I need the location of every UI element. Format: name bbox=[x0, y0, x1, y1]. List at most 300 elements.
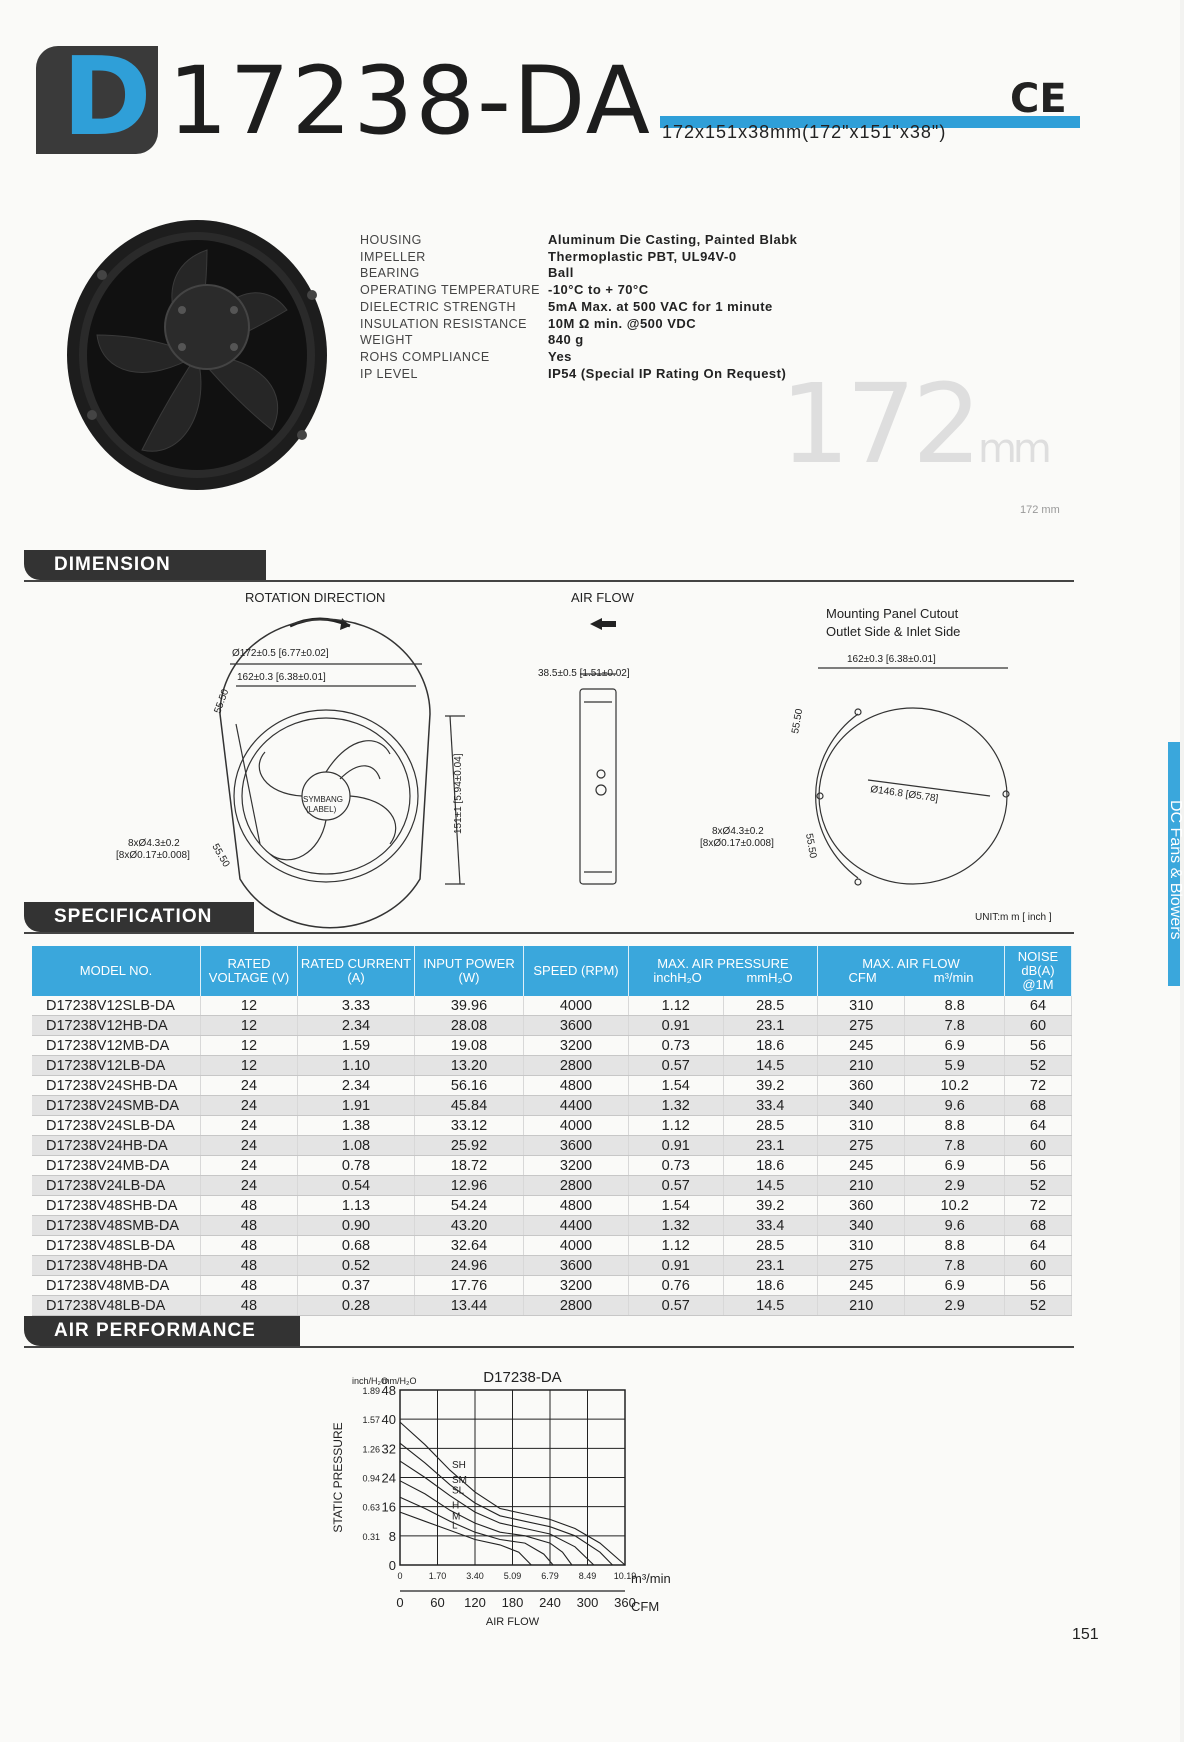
section-dimension-rule bbox=[24, 580, 1074, 582]
table-cell: 2800 bbox=[524, 1176, 629, 1196]
table-row bbox=[32, 1076, 1072, 1096]
table-cell: 1.08 bbox=[298, 1136, 415, 1156]
th-pressure-mm: mmH₂O bbox=[746, 970, 793, 985]
table-cell: D17238V12LB-DA bbox=[32, 1056, 201, 1076]
table-cell: 33.4 bbox=[723, 1096, 818, 1116]
table-cell: 245 bbox=[818, 1036, 905, 1056]
property-value: IP54 (Special IP Rating On Request) bbox=[548, 365, 787, 381]
series-label-sh: SH bbox=[452, 1460, 466, 1472]
table-cell: 28.5 bbox=[723, 1116, 818, 1136]
property-row bbox=[360, 349, 797, 366]
table-cell: 210 bbox=[818, 1176, 905, 1196]
table-cell: 0.91 bbox=[629, 1016, 724, 1036]
table-cell: 1.54 bbox=[629, 1076, 724, 1096]
th-voltage: RATED VOLTAGE (V) bbox=[201, 946, 298, 996]
series-label-h: H bbox=[452, 1500, 460, 1512]
dimension-drawing bbox=[60, 584, 1100, 914]
series-line-sl bbox=[400, 1461, 594, 1565]
table-cell: D17238V24SMB-DA bbox=[32, 1096, 201, 1116]
property-label: IP LEVEL bbox=[360, 366, 418, 381]
table-cell: 4000 bbox=[524, 996, 629, 1016]
table-cell: 18.6 bbox=[723, 1156, 818, 1176]
th-pressure-title: MAX. AIR PRESSURE bbox=[657, 956, 789, 971]
table-cell: 60 bbox=[1005, 1256, 1072, 1276]
property-value: Aluminum Die Casting, Painted Blabk bbox=[548, 232, 798, 247]
x-tick-m3: 1.70 bbox=[428, 1571, 447, 1581]
y-tick-inch: 0.31 bbox=[362, 1531, 380, 1542]
table-cell: 275 bbox=[818, 1256, 905, 1276]
table-cell: 24 bbox=[201, 1156, 298, 1176]
table-cell: 39.2 bbox=[723, 1196, 818, 1216]
property-label: HOUSING bbox=[360, 233, 422, 247]
table-cell: D17238V24SLB-DA bbox=[32, 1116, 201, 1136]
table-cell: 12 bbox=[201, 1016, 298, 1036]
table-cell: 10.2 bbox=[905, 1196, 1005, 1216]
table-cell: 13.44 bbox=[415, 1296, 524, 1316]
property-label: OPERATING TEMPERATURE bbox=[360, 283, 540, 298]
x-tick-cfm: 0 bbox=[396, 1595, 404, 1610]
table-cell: 56 bbox=[1005, 1036, 1072, 1056]
table-cell: 0.73 bbox=[629, 1036, 724, 1056]
table-row bbox=[32, 1036, 1072, 1056]
table-cell: 2.9 bbox=[905, 1296, 1005, 1316]
table-cell: 14.5 bbox=[723, 1296, 818, 1316]
property-label: WEIGHT bbox=[360, 333, 413, 348]
series-label-sm: SM bbox=[452, 1474, 467, 1486]
y-unit-right: mm/H₂O bbox=[382, 1376, 417, 1386]
angle-dim-1: 55.50 bbox=[212, 687, 232, 716]
table-cell: 64 bbox=[1005, 1236, 1072, 1256]
table-cell: 48 bbox=[201, 1236, 298, 1256]
table-cell: 310 bbox=[818, 1236, 905, 1256]
property-value: Yes bbox=[548, 348, 572, 364]
page-number: 151 bbox=[1072, 1626, 1099, 1643]
table-cell: 43.20 bbox=[415, 1216, 524, 1236]
table-cell: 0.91 bbox=[629, 1256, 724, 1276]
table-cell: 18.72 bbox=[415, 1156, 524, 1176]
table-cell: 245 bbox=[818, 1156, 905, 1176]
table-cell: 52 bbox=[1005, 1176, 1072, 1196]
table-cell: 0.57 bbox=[629, 1296, 724, 1316]
table-row bbox=[32, 1096, 1072, 1116]
holes-dim-1: 8xØ4.3±0.2 bbox=[128, 838, 180, 849]
series-line-m bbox=[400, 1497, 553, 1565]
table-cell: 2.9 bbox=[905, 1176, 1005, 1196]
table-cell: 1.54 bbox=[629, 1196, 724, 1216]
x-tick-cfm: 300 bbox=[576, 1595, 599, 1610]
table-cell: 0.52 bbox=[298, 1256, 415, 1276]
th-pressure bbox=[629, 946, 818, 996]
table-cell: 3600 bbox=[524, 1256, 629, 1276]
x-tick-cfm: 240 bbox=[539, 1595, 561, 1610]
table-cell: 4400 bbox=[524, 1216, 629, 1236]
size-small-label: 172 mm bbox=[1020, 504, 1060, 516]
y-tick-mm: 40 bbox=[381, 1412, 396, 1428]
section-air-performance-rule bbox=[24, 1346, 1074, 1348]
section-specification: SPECIFICATION bbox=[24, 902, 254, 932]
table-row bbox=[32, 1236, 1072, 1256]
table-cell: 68 bbox=[1005, 1216, 1072, 1236]
table-cell: 6.9 bbox=[905, 1276, 1005, 1296]
property-value: -10°C to + 70°C bbox=[548, 282, 649, 298]
x-unit-top: m³/min bbox=[631, 1571, 671, 1586]
table-cell: 28.08 bbox=[415, 1016, 524, 1036]
table-cell: 52 bbox=[1005, 1296, 1072, 1316]
series-label-sl: SL bbox=[452, 1485, 465, 1497]
table-cell: 1.38 bbox=[298, 1116, 415, 1136]
table-cell: 54.24 bbox=[415, 1196, 524, 1216]
table-cell: D17238V24SHB-DA bbox=[32, 1076, 201, 1096]
table-cell: 45.84 bbox=[415, 1096, 524, 1116]
series-label-l: L bbox=[452, 1520, 458, 1532]
property-label: ROHS COMPLIANCE bbox=[360, 349, 490, 364]
spec-properties bbox=[360, 232, 797, 382]
table-cell: 8.8 bbox=[905, 1116, 1005, 1136]
table-cell: 56.16 bbox=[415, 1076, 524, 1096]
table-cell: 1.91 bbox=[298, 1096, 415, 1116]
table-cell: 310 bbox=[818, 996, 905, 1016]
chart-title: D17238-DA bbox=[483, 1369, 562, 1386]
table-cell: 64 bbox=[1005, 996, 1072, 1016]
th-speed: SPEED (RPM) bbox=[524, 946, 629, 996]
table-cell: 28.5 bbox=[723, 996, 818, 1016]
y-tick-mm: 32 bbox=[381, 1441, 396, 1457]
table-row bbox=[32, 1016, 1072, 1036]
x-unit-bottom: CFM bbox=[631, 1599, 660, 1614]
property-row bbox=[360, 232, 797, 249]
x-tick-cfm: 60 bbox=[430, 1595, 445, 1610]
fan-label-2: (LABEL) bbox=[306, 805, 337, 814]
front-view bbox=[220, 619, 465, 927]
table-cell: 0.54 bbox=[298, 1176, 415, 1196]
cutout-diameter-dim: Ø146.8 [Ø5.78] bbox=[869, 784, 939, 805]
table-cell: 23.1 bbox=[723, 1256, 818, 1276]
table-cell: D17238V48HB-DA bbox=[32, 1256, 201, 1276]
table-cell: 56 bbox=[1005, 1156, 1072, 1176]
table-cell: D17238V12MB-DA bbox=[32, 1036, 201, 1056]
table-cell: 1.32 bbox=[629, 1216, 724, 1236]
table-cell: 1.12 bbox=[629, 1236, 724, 1256]
table-cell: 12 bbox=[201, 1056, 298, 1076]
holes-dim-2: [8xØ0.17±0.008] bbox=[116, 850, 190, 861]
table-cell: 2800 bbox=[524, 1056, 629, 1076]
table-cell: 0.78 bbox=[298, 1156, 415, 1176]
outer-diameter-dim: Ø172±0.5 [6.77±0.02] bbox=[232, 648, 329, 659]
spec-table-body bbox=[32, 996, 1072, 1316]
table-cell: D17238V48SLB-DA bbox=[32, 1236, 201, 1256]
table-cell: 25.92 bbox=[415, 1136, 524, 1156]
airflow-arrow-icon bbox=[590, 618, 602, 630]
table-cell: 6.9 bbox=[905, 1156, 1005, 1176]
table-row bbox=[32, 1276, 1072, 1296]
property-row bbox=[360, 265, 797, 282]
table-row bbox=[32, 1296, 1072, 1316]
series-line-h bbox=[400, 1481, 572, 1565]
table-cell: D17238V24HB-DA bbox=[32, 1136, 201, 1156]
table-cell: 13.20 bbox=[415, 1056, 524, 1076]
table-cell: 4800 bbox=[524, 1076, 629, 1096]
table-cell: 14.5 bbox=[723, 1056, 818, 1076]
section-dimension: DIMENSION bbox=[24, 550, 266, 580]
series-label-m: M bbox=[452, 1511, 461, 1523]
table-cell: 360 bbox=[818, 1076, 905, 1096]
th-model: MODEL NO. bbox=[32, 946, 201, 996]
table-cell: 1.10 bbox=[298, 1056, 415, 1076]
table-cell: 24 bbox=[201, 1076, 298, 1096]
table-cell: 1.13 bbox=[298, 1196, 415, 1216]
property-label: INSULATION RESISTANCE bbox=[360, 316, 528, 331]
table-cell: 19.08 bbox=[415, 1036, 524, 1056]
table-cell: 0.73 bbox=[629, 1156, 724, 1176]
table-cell: 4000 bbox=[524, 1116, 629, 1136]
table-cell: 10.2 bbox=[905, 1076, 1005, 1096]
table-cell: 340 bbox=[818, 1096, 905, 1116]
table-cell: D17238V24MB-DA bbox=[32, 1156, 201, 1176]
property-label: DIELECTRIC STRENGTH bbox=[360, 299, 517, 314]
fan-label-1: SYMBANG bbox=[303, 795, 344, 804]
table-cell: 0.68 bbox=[298, 1236, 415, 1256]
y-tick-mm: 24 bbox=[381, 1470, 396, 1486]
th-power: INPUT POWER (W) bbox=[415, 946, 524, 996]
table-row bbox=[32, 1196, 1072, 1216]
table-cell: 1.12 bbox=[629, 1116, 724, 1136]
property-label: IMPELLER bbox=[360, 249, 426, 264]
fan-photo bbox=[62, 215, 332, 495]
table-cell: 60 bbox=[1005, 1016, 1072, 1036]
table-cell: 3200 bbox=[524, 1276, 629, 1296]
side-tab-label: DC Fans & Blowers bbox=[1167, 800, 1184, 940]
table-cell: 0.28 bbox=[298, 1296, 415, 1316]
table-cell: 4400 bbox=[524, 1096, 629, 1116]
th-noise: NOISE dB(A) @1M bbox=[1005, 946, 1072, 996]
table-cell: 7.8 bbox=[905, 1136, 1005, 1156]
cutout-label-2: Outlet Side & Inlet Side bbox=[826, 624, 961, 639]
table-cell: D17238V24LB-DA bbox=[32, 1176, 201, 1196]
table-row bbox=[32, 1216, 1072, 1236]
table-cell: 48 bbox=[201, 1256, 298, 1276]
property-row bbox=[360, 316, 797, 333]
cutout-holes-dim-1: 8xØ4.3±0.2 bbox=[712, 826, 764, 837]
table-cell: 275 bbox=[818, 1016, 905, 1036]
table-cell: 2.34 bbox=[298, 1076, 415, 1096]
y-tick-inch: 0.94 bbox=[362, 1473, 380, 1484]
table-cell: 0.76 bbox=[629, 1276, 724, 1296]
section-air-performance: AIR PERFORMANCE bbox=[24, 1316, 300, 1346]
x-tick-m3: 6.79 bbox=[541, 1571, 559, 1581]
table-cell: 210 bbox=[818, 1056, 905, 1076]
table-cell: 2800 bbox=[524, 1296, 629, 1316]
angle-dim-2: 55.50 bbox=[209, 842, 232, 870]
table-cell: 9.6 bbox=[905, 1216, 1005, 1236]
airflow-arrow-shaft bbox=[602, 621, 616, 627]
table-cell: 3.33 bbox=[298, 996, 415, 1016]
y-tick-mm: 16 bbox=[381, 1499, 396, 1515]
table-cell: 12.96 bbox=[415, 1176, 524, 1196]
y-tick-inch: 0.63 bbox=[362, 1502, 380, 1513]
table-cell: 48 bbox=[201, 1296, 298, 1316]
property-value: 10M Ω min. @500 VDC bbox=[548, 315, 697, 331]
table-cell: 12 bbox=[201, 1036, 298, 1056]
x-tick-m3: 5.09 bbox=[503, 1571, 522, 1581]
th-flow-units bbox=[820, 971, 1002, 985]
size-watermark-value: 172 bbox=[780, 360, 978, 488]
table-cell: D17238V12SLB-DA bbox=[32, 996, 201, 1016]
x-axis-label: AIR FLOW bbox=[485, 1616, 540, 1628]
y-unit-left: inch/H₂O bbox=[352, 1376, 389, 1386]
ce-mark: CE bbox=[1010, 76, 1067, 122]
property-value: 5mA Max. at 500 VAC for 1 minute bbox=[548, 298, 773, 314]
table-row bbox=[32, 1136, 1072, 1156]
property-row bbox=[360, 366, 797, 383]
table-cell: 9.6 bbox=[905, 1096, 1005, 1116]
table-cell: 56 bbox=[1005, 1276, 1072, 1296]
th-flow-title: MAX. AIR FLOW bbox=[862, 956, 960, 971]
cutout-angle-dim-2: 55.50 bbox=[803, 832, 819, 860]
table-row bbox=[32, 1056, 1072, 1076]
x-tick-m3: 3.40 bbox=[466, 1571, 484, 1581]
height-dim: 151±1 [5.94±0.04] bbox=[453, 753, 464, 834]
property-value: Thermoplastic PBT, UL94V-0 bbox=[548, 248, 737, 264]
table-cell: 12 bbox=[201, 996, 298, 1016]
table-cell: 3200 bbox=[524, 1156, 629, 1176]
x-tick-m3: 0 bbox=[397, 1571, 403, 1581]
table-cell: 8.8 bbox=[905, 996, 1005, 1016]
table-cell: 39.2 bbox=[723, 1076, 818, 1096]
unit-note: UNIT:m m [ inch ] bbox=[975, 912, 1052, 923]
table-cell: 1.59 bbox=[298, 1036, 415, 1056]
th-flow-cfm: CFM bbox=[848, 970, 877, 985]
airflow-label: AIR FLOW bbox=[571, 590, 634, 605]
table-row bbox=[32, 1176, 1072, 1196]
cutout-span-dim: 162±0.3 [6.38±0.01] bbox=[847, 654, 936, 665]
table-cell: 5.9 bbox=[905, 1056, 1005, 1076]
th-flow bbox=[818, 946, 1005, 996]
table-cell: 28.5 bbox=[723, 1236, 818, 1256]
table-cell: 60 bbox=[1005, 1136, 1072, 1156]
side-view bbox=[580, 674, 616, 884]
table-cell: 64 bbox=[1005, 1116, 1072, 1136]
table-cell: 17.76 bbox=[415, 1276, 524, 1296]
table-cell: D17238V48SHB-DA bbox=[32, 1196, 201, 1216]
series-line-sm bbox=[400, 1443, 613, 1565]
y-tick-mm: 8 bbox=[388, 1528, 396, 1544]
table-cell: 52 bbox=[1005, 1056, 1072, 1076]
table-cell: 6.9 bbox=[905, 1036, 1005, 1056]
table-cell: 48 bbox=[201, 1196, 298, 1216]
table-cell: 23.1 bbox=[723, 1016, 818, 1036]
cutout-angle-dim-1: 55.50 bbox=[790, 707, 806, 735]
table-cell: 0.90 bbox=[298, 1216, 415, 1236]
table-cell: 48 bbox=[201, 1276, 298, 1296]
property-row bbox=[360, 299, 797, 316]
x-tick-m3: 10.19 bbox=[613, 1571, 637, 1581]
table-cell: 4800 bbox=[524, 1196, 629, 1216]
y-tick-mm: 48 bbox=[381, 1383, 396, 1398]
table-cell: 275 bbox=[818, 1136, 905, 1156]
x-tick-m3: 8.49 bbox=[578, 1571, 597, 1581]
size-watermark-unit: mm bbox=[977, 426, 1048, 472]
table-cell: D17238V48SMB-DA bbox=[32, 1216, 201, 1236]
property-row bbox=[360, 332, 797, 349]
th-pressure-inch: inchH₂O bbox=[653, 970, 702, 985]
table-cell: 24 bbox=[201, 1176, 298, 1196]
table-cell: 7.8 bbox=[905, 1256, 1005, 1276]
table-cell: 1.12 bbox=[629, 996, 724, 1016]
table-cell: 23.1 bbox=[723, 1136, 818, 1156]
table-cell: 3200 bbox=[524, 1036, 629, 1056]
rotation-label: ROTATION DIRECTION bbox=[245, 590, 386, 605]
table-cell: 7.8 bbox=[905, 1016, 1005, 1036]
table-row bbox=[32, 1156, 1072, 1176]
table-cell: 24.96 bbox=[415, 1256, 524, 1276]
table-cell: 4000 bbox=[524, 1236, 629, 1256]
x-tick-cfm: 180 bbox=[501, 1595, 524, 1610]
table-cell: 14.5 bbox=[723, 1176, 818, 1196]
y-tick-inch: 1.89 bbox=[362, 1386, 380, 1396]
table-cell: 33.12 bbox=[415, 1116, 524, 1136]
property-value: Ball bbox=[548, 265, 574, 281]
spec-table bbox=[32, 946, 1072, 1316]
cutout-label-1: Mounting Panel Cutout bbox=[826, 606, 959, 621]
th-flow-m3: m³/min bbox=[933, 970, 974, 985]
y-axis-label: STATIC PRESSURE bbox=[331, 1422, 345, 1533]
logo-letter: D bbox=[62, 35, 148, 160]
page-title: 17238-DA bbox=[168, 47, 652, 156]
table-cell: 360 bbox=[818, 1196, 905, 1216]
title-dimensions: 172x151x38mm(172"x151"x38") bbox=[662, 122, 947, 142]
property-row bbox=[360, 282, 797, 299]
table-cell: 68 bbox=[1005, 1096, 1072, 1116]
table-row bbox=[32, 996, 1072, 1016]
table-cell: 0.37 bbox=[298, 1276, 415, 1296]
table-cell: 18.6 bbox=[723, 1036, 818, 1056]
table-cell: 0.57 bbox=[629, 1056, 724, 1076]
x-tick-cfm: 120 bbox=[464, 1595, 486, 1610]
air-performance-chart bbox=[331, 1350, 790, 1640]
y-tick-inch: 1.26 bbox=[362, 1444, 380, 1455]
table-cell: 1.32 bbox=[629, 1096, 724, 1116]
table-cell: 340 bbox=[818, 1216, 905, 1236]
table-cell: 48 bbox=[201, 1216, 298, 1236]
th-pressure-units bbox=[631, 971, 815, 985]
cutout-view bbox=[816, 668, 1009, 885]
series-line-l bbox=[400, 1512, 531, 1565]
table-row bbox=[32, 1256, 1072, 1276]
table-cell: 8.8 bbox=[905, 1236, 1005, 1256]
table-cell: 3600 bbox=[524, 1016, 629, 1036]
section-specification-rule bbox=[24, 932, 1074, 934]
property-value: 840 g bbox=[548, 332, 584, 348]
table-cell: 18.6 bbox=[723, 1276, 818, 1296]
table-cell: 24 bbox=[201, 1136, 298, 1156]
table-cell: 33.4 bbox=[723, 1216, 818, 1236]
table-cell: D17238V48MB-DA bbox=[32, 1276, 201, 1296]
table-cell: 32.64 bbox=[415, 1236, 524, 1256]
table-cell: 72 bbox=[1005, 1196, 1072, 1216]
table-cell: 24 bbox=[201, 1116, 298, 1136]
table-cell: 39.96 bbox=[415, 996, 524, 1016]
hole-span-dim: 162±0.3 [6.38±0.01] bbox=[237, 672, 326, 683]
table-cell: 72 bbox=[1005, 1076, 1072, 1096]
table-cell: 0.57 bbox=[629, 1176, 724, 1196]
size-watermark bbox=[780, 360, 1048, 488]
table-cell: 245 bbox=[818, 1276, 905, 1296]
x-tick-cfm: 360 bbox=[614, 1595, 636, 1610]
table-cell: 310 bbox=[818, 1116, 905, 1136]
y-tick-inch: 1.57 bbox=[362, 1415, 380, 1426]
table-cell: 24 bbox=[201, 1096, 298, 1116]
table-cell: 3600 bbox=[524, 1136, 629, 1156]
